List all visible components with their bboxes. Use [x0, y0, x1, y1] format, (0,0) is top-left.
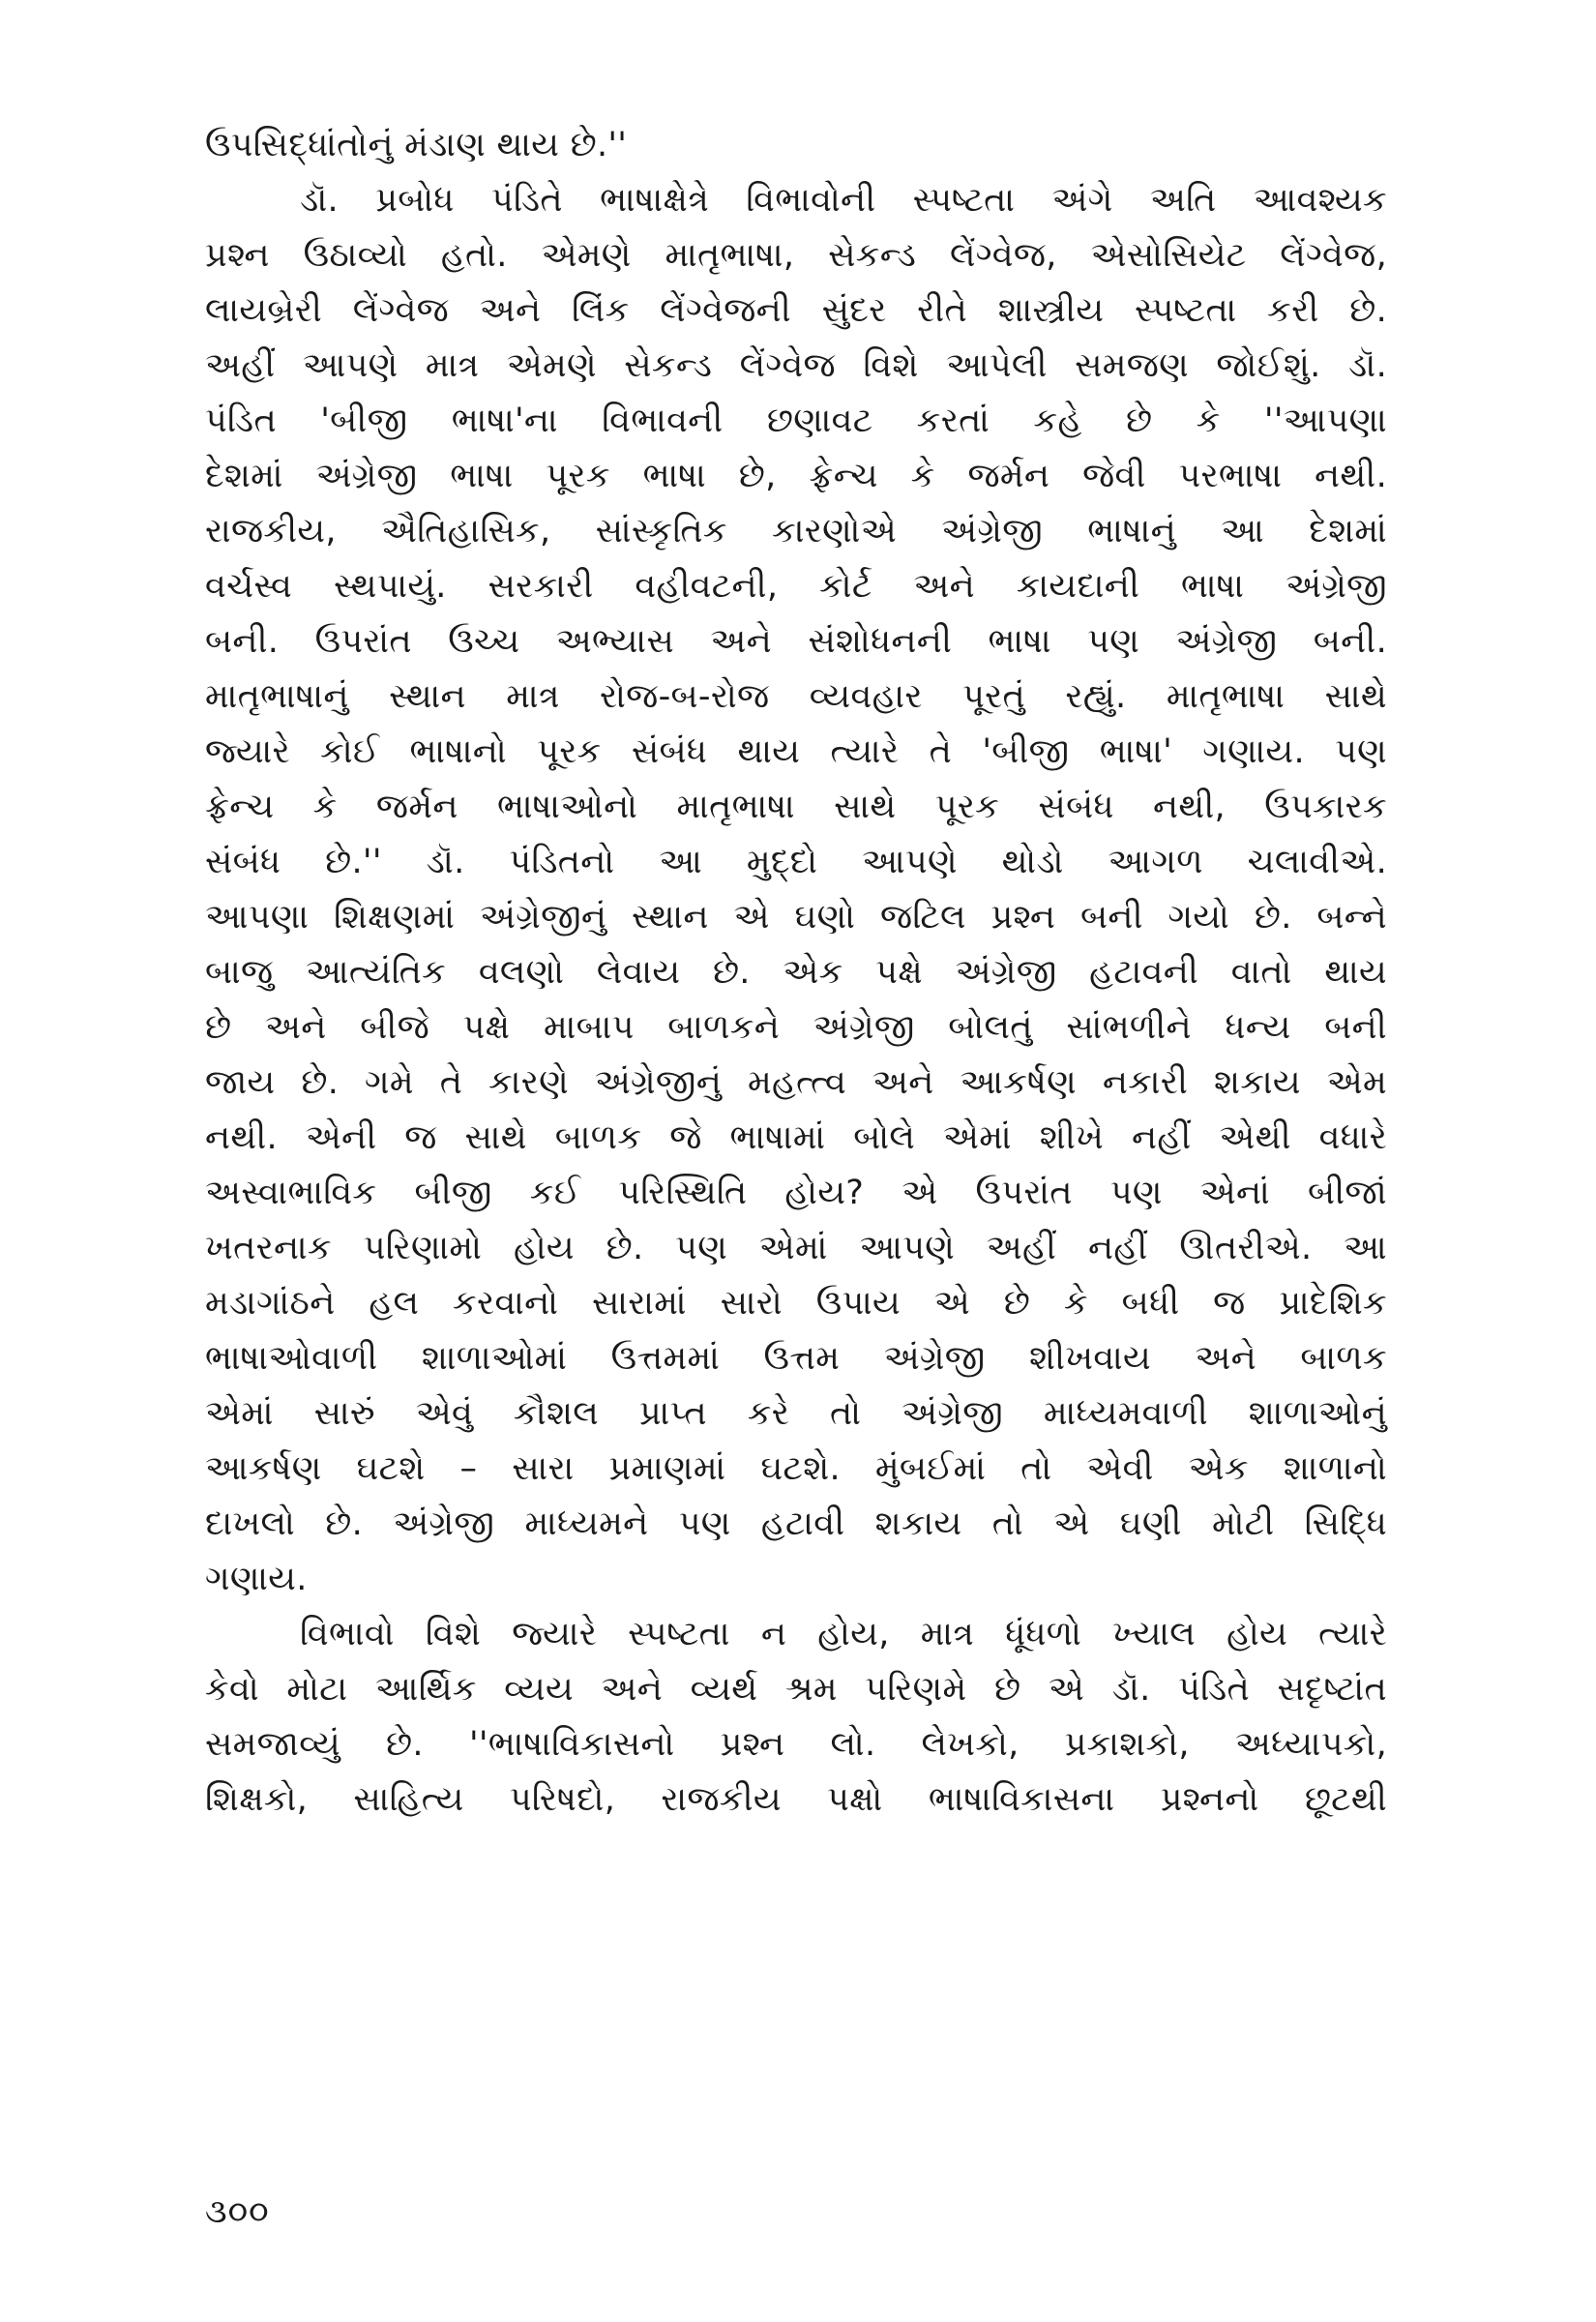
text-line: અસ્વાભાવિક બીજી કઈ પરિસ્થિતિ હોય? એ ઉપરાંત પણ એનાં બીજાં — [205, 1174, 1387, 1212]
text-line: ખતરનાક પરિણામો હોય છે. પણ એમાં આપણે અહીં નહીં ઊતરીએ. આ — [205, 1229, 1387, 1267]
text-line: શિક્ષકો, સાહિત્ય પરિષદો, રાજકીય પક્ષો ભાષાવિકાસના પ્રશ્નનો છૂટથી — [205, 1780, 1387, 1819]
text-line: જાય છે. ગમે તે કારણે અંગ્રેજીનું મહત્ત્વ અને આકર્ષણ નકારી શકાય એમ — [205, 1063, 1387, 1102]
page-number: ૩૦૦ — [205, 2192, 270, 2231]
text-line: છે અને બીજે પક્ષે માબાપ બાળકને અંગ્રેજી બોલતું સાંભળીને ધન્ય બની — [205, 1008, 1387, 1047]
text-line: ઉપસિદ્ધાંતોનું મંડાણ થાય છે.'' — [205, 126, 628, 164]
text-line: સમજાવ્યું છે. ''ભાષાવિકાસનો પ્રશ્ન લો. લેખકો, પ્રકાશકો, અધ્યાપકો, — [205, 1725, 1387, 1764]
text-line: નથી. એની જ સાથે બાળક જે ભાષામાં બોલે એમાં શીખે નહીં એથી વધારે — [205, 1118, 1387, 1157]
text-line: ફ્રેન્ચ કે જર્મન ભાષાઓનો માતૃભાષા સાથે પૂરક સંબંધ નથી, ઉપકારક — [205, 788, 1387, 826]
text-line: માતૃભાષાનું સ્થાન માત્ર રોજ-બ-રોજ વ્યવહાર પૂરતું રહ્યું. માતૃભાષા સાથે — [205, 677, 1387, 716]
text-line: સંબંધ છે.'' ડૉ. પંડિતનો આ મુદ્દો આપણે થોડો આગળ ચલાવીએ. — [205, 843, 1387, 881]
text-line: જ્યારે કોઈ ભાષાનો પૂરક સંબંધ થાય ત્યારે તે 'બીજી ભાષા' ગણાય. પણ — [205, 732, 1387, 771]
text-line: પંડિત 'બીજી ભાષા'ના વિભાવની છણાવટ કરતાં કહે છે કે ''આપણા — [205, 402, 1387, 440]
paragraph-last-line: ગણાય. — [205, 1560, 308, 1598]
text-line: વર્ચસ્વ સ્થપાયું. સરકારી વહીવટની, કોર્ટ અને કાયદાની ભાષા અંગ્રેજી — [205, 567, 1387, 606]
text-line: દાખલો છે. અંગ્રેજી માધ્યમને પણ હટાવી શકાય તો એ ઘણી મોટી સિદ્ધિ — [205, 1504, 1387, 1543]
text-line: આપણા શિક્ષણમાં અંગ્રેજીનું સ્થાન એ ઘણો જટિલ પ્રશ્ન બની ગયો છે. બન્ને — [205, 898, 1387, 937]
text-line: એમાં સારું એવું કૌશલ પ્રાપ્ત કરે તો અંગ્રેજી માધ્યમવાળી શાળાઓનું — [205, 1394, 1387, 1433]
text-line: મડાગાંઠને હલ કરવાનો સારામાં સારો ઉપાય એ છે કે બધી જ પ્રાદેશિક — [205, 1284, 1387, 1323]
text-line: આકર્ષણ ઘટશે – સારા પ્રમાણમાં ઘટશે. મુંબઈમાં તો એવી એક શાળાનો — [205, 1449, 1387, 1488]
paragraph-first-line: ડૉ. પ્રબોધ પંડિતે ભાષાક્ષેત્રે વિભાવોની સ્પષ્ટતા અંગે અતિ આવશ્યક — [300, 181, 1387, 220]
text-line: ભાષાઓવાળી શાળાઓમાં ઉત્તમમાં ઉત્તમ અંગ્રેજી શીખવાય અને બાળક — [205, 1339, 1387, 1378]
text-line: રાજકીય, ઐતિહાસિક, સાંસ્કૃતિક કારણોએ અંગ્રેજી ભાષાનું આ દેશમાં — [205, 512, 1387, 551]
text-line: બની. ઉપરાંત ઉચ્ચ અભ્યાસ અને સંશોધનની ભાષા પણ અંગ્રેજી બની. — [205, 622, 1387, 661]
text-line: કેવો મોટા આર્થિક વ્યય અને વ્યર્થ શ્રમ પરિણમે છે એ ડૉ. પંડિતે સદૃષ્ટાંત — [205, 1670, 1387, 1709]
text-line: લાયબ્રેરી લેંગ્વેજ અને લિંક લેંગ્વેજની સુંદર રીતે શાસ્ત્રીય સ્પષ્ટતા કરી છે. — [205, 291, 1387, 330]
paragraph-first-line: વિભાવો વિશે જ્યારે સ્પષ્ટતા ન હોય, માત્ર ધૂંધળો ખ્યાલ હોય ત્યારે — [300, 1615, 1387, 1653]
text-line: બાજુ આત્યંતિક વલણો લેવાય છે. એક પક્ષે અંગ્રેજી હટાવની વાતો થાય — [205, 953, 1387, 992]
text-line: પ્રશ્ન ઉઠાવ્યો હતો. એમણે માતૃભાષા, સેકન્ડ લેંગ્વેજ, એસોસિયેટ લેંગ્વેજ, — [205, 236, 1387, 275]
body-text — [205, 118, 1387, 1828]
text-line: દેશમાં અંગ્રેજી ભાષા પૂરક ભાષા છે, ફ્રેન્ચ કે જર્મન જેવી પરભાષા નથી. — [205, 457, 1387, 495]
text-line: અહીં આપણે માત્ર એમણે સેકન્ડ લેંગ્વેજ વિશે આપેલી સમજણ જોઈશું. ડૉ. — [205, 346, 1387, 385]
